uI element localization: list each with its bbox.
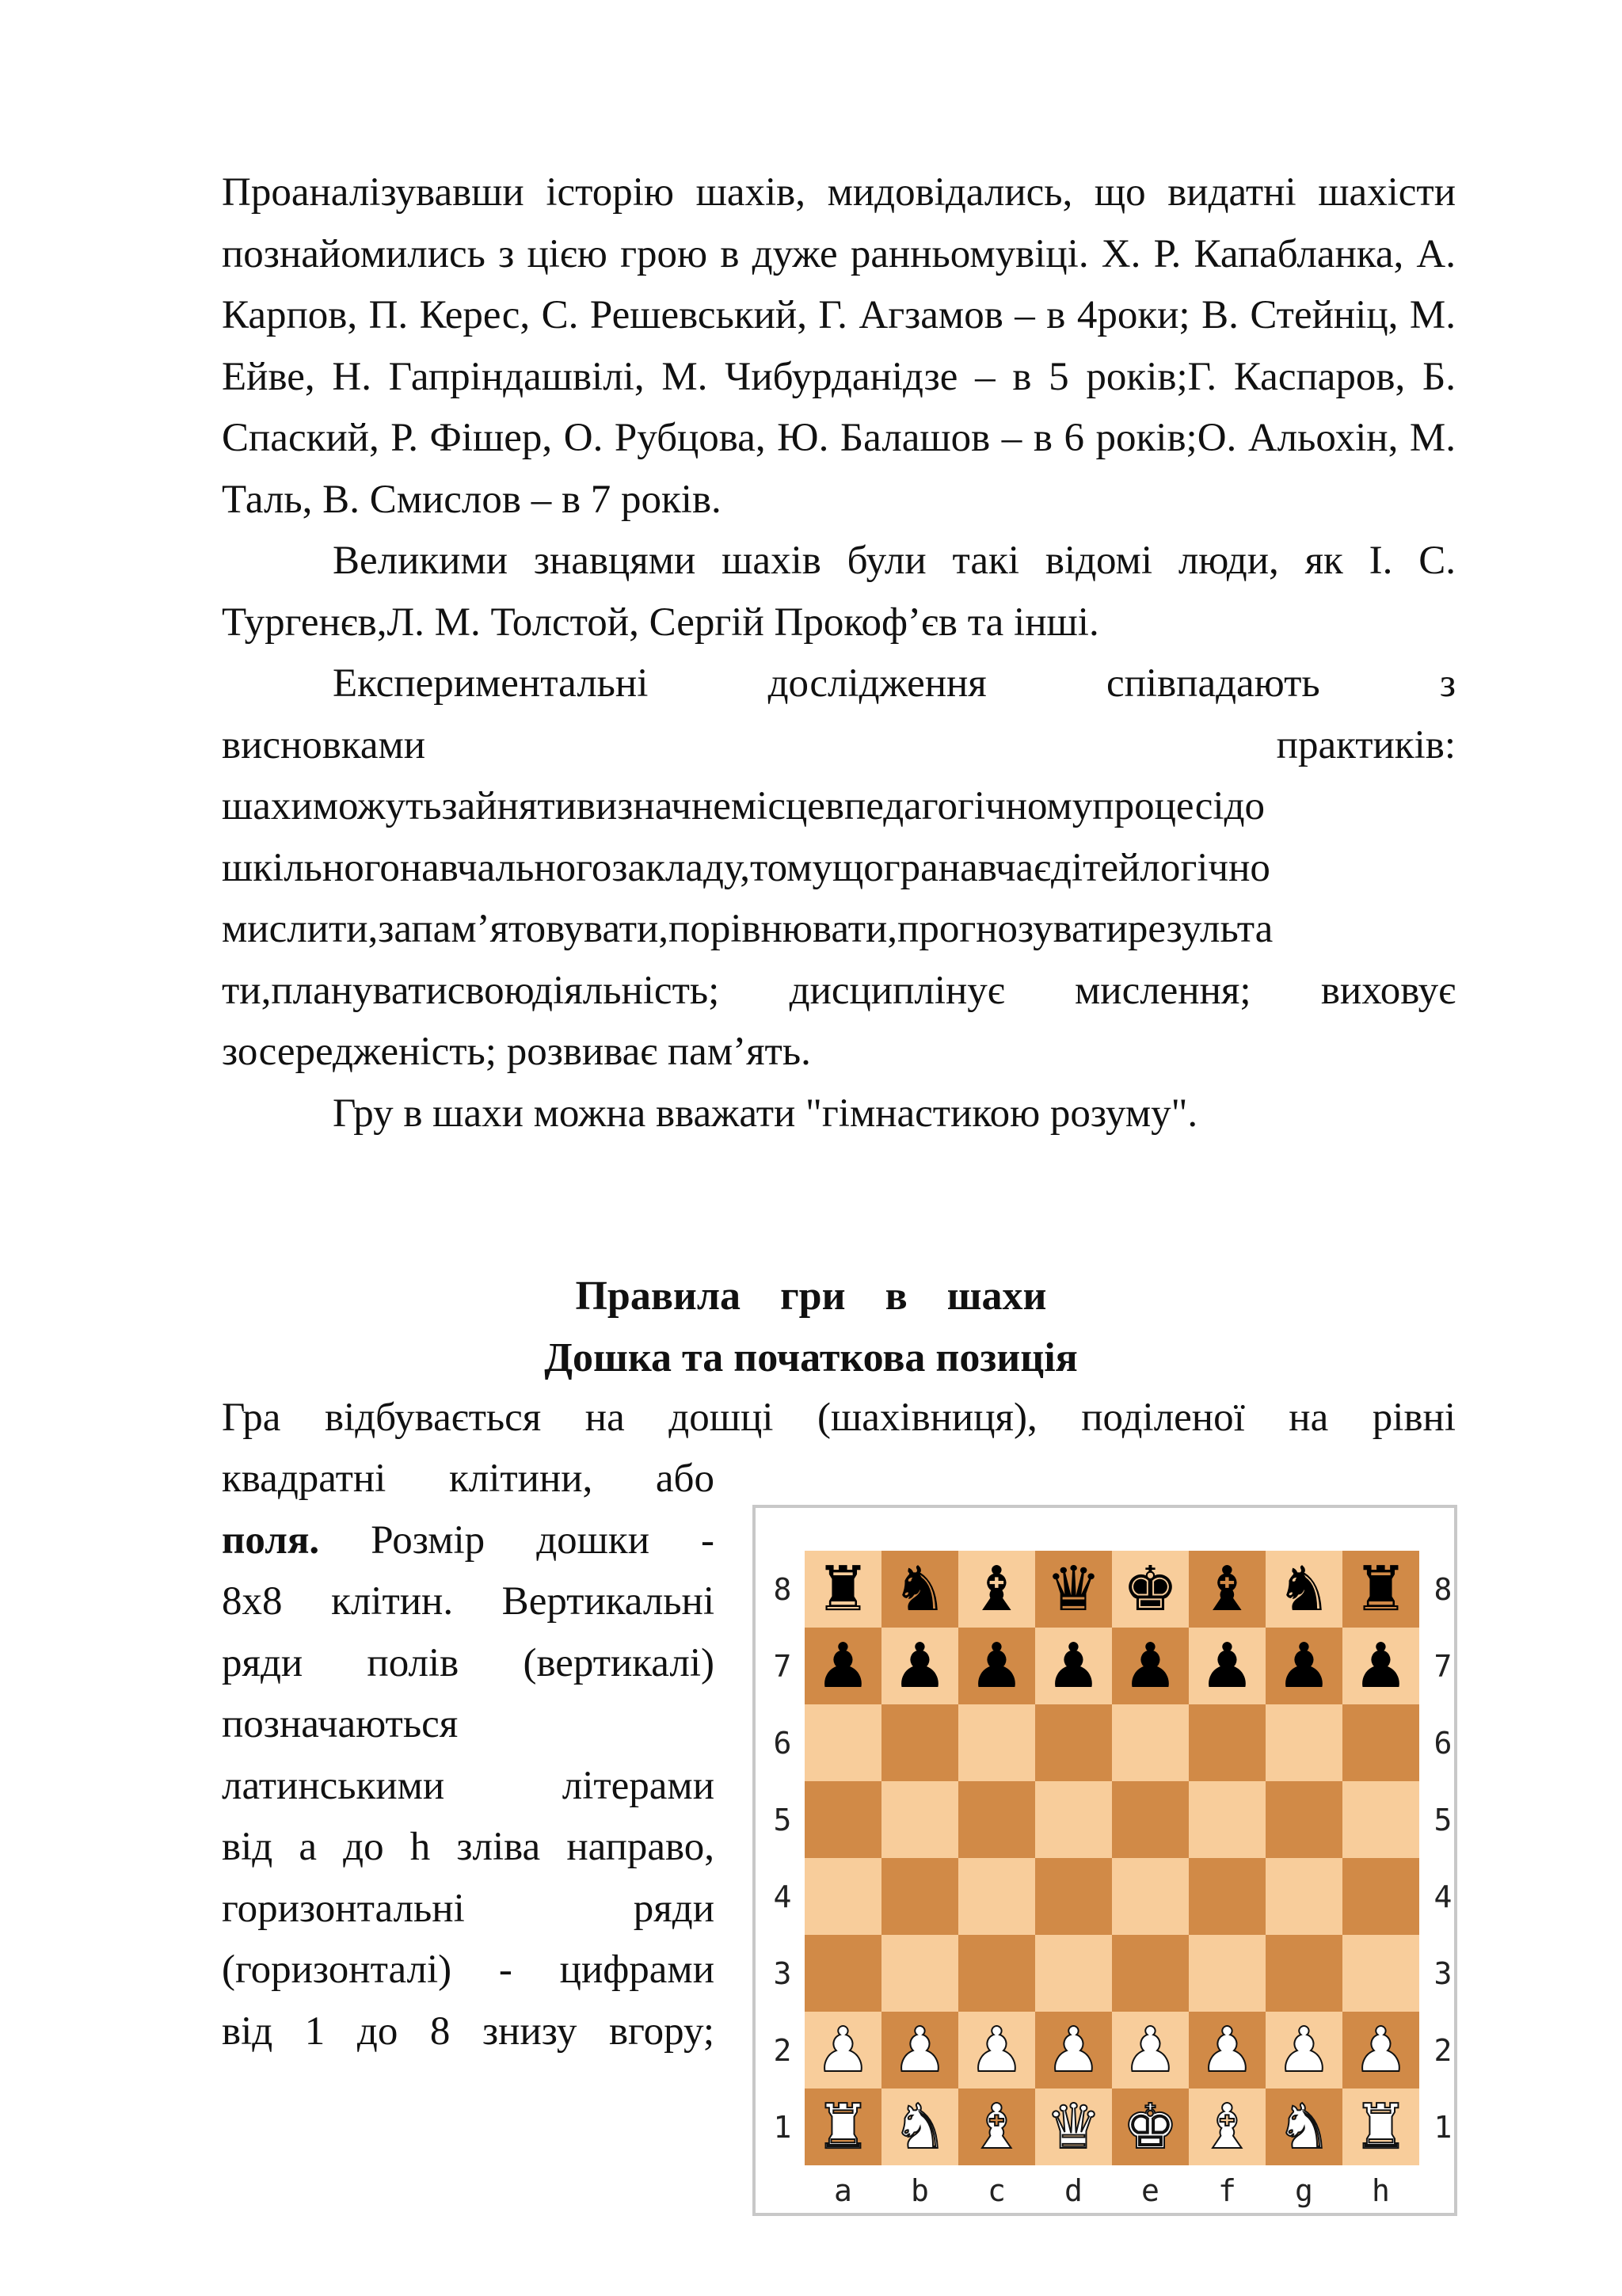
square-g2: [1266, 2012, 1342, 2088]
square-e2: [1112, 2012, 1189, 2088]
board-intro-line: [222, 1388, 1456, 1449]
file-label: b: [911, 2173, 929, 2208]
square-c4: [958, 1858, 1035, 1935]
square-c2: [958, 2012, 1035, 2088]
square-d5: [1035, 1781, 1112, 1858]
intro-paragraph-1: Проаналізувавши історію шахів, мидовідались, що видатні шахісти познайомились з цією грою в дуже ранньомувіці. Х. Р. Капабланка, А. Карпов, П. Керес, С. Решевський, Г. Агзамов – в 4роки; В. Стейніц, М. Ейве, Н. Гапріндашвілі, М. Чибурданідзе – в 5 років;Г. Каспаров, Б. Спаский, Р. Фішер, О. Рубцова, Ю. Балашов – в 6 років;О. Альохін, М. Таль, В. Смислов – в 7 років.: [222, 170, 1456, 522]
col-line: [222, 1510, 714, 1572]
black-piece-icon: ♞: [1276, 1553, 1332, 1625]
rank-label: 5: [1434, 1802, 1453, 1837]
col-line: від а до h зліва направо,: [222, 1825, 714, 1869]
square-h4: [1342, 1858, 1419, 1935]
col-line: квадратні клітини, або: [222, 1456, 714, 1501]
square-h8: [1342, 1551, 1419, 1628]
square-b5: [881, 1781, 958, 1858]
square-a7: [805, 1628, 881, 1704]
square-a6: [805, 1704, 881, 1781]
col-line: (горизонталі) - цифрами: [222, 1948, 714, 1992]
square-d8: [1035, 1551, 1112, 1628]
heading-word: Правила: [575, 1274, 741, 1319]
rank-label: 7: [1434, 1648, 1453, 1684]
rank-label: 5: [773, 1802, 792, 1837]
square-g4: [1266, 1858, 1342, 1935]
square-f5: [1189, 1781, 1266, 1858]
rank-labels-right: [1427, 1551, 1459, 2165]
square-b7: [881, 1628, 958, 1704]
square-a3: [805, 1935, 881, 2012]
col-line: латинськими літерами: [222, 1763, 714, 1808]
black-piece-icon: ♚: [1122, 1553, 1178, 1625]
black-piece-icon: ♛: [1045, 1553, 1102, 1625]
square-g8: [1266, 1551, 1342, 1628]
square-c3: [958, 1935, 1035, 2012]
board-description-column: [222, 1449, 714, 2062]
col-line: від 1 до 8 знизу вгору;: [222, 2009, 714, 2054]
file-label: e: [1141, 2173, 1159, 2208]
square-g6: [1266, 1704, 1342, 1781]
rank-label: 4: [1434, 1879, 1453, 1914]
rank-label: 1: [1434, 2109, 1453, 2145]
square-f8: [1189, 1551, 1266, 1628]
file-label: f: [1218, 2173, 1236, 2208]
intro-text: [222, 162, 1456, 1144]
square-f7: [1189, 1628, 1266, 1704]
rank-label: 7: [773, 1648, 792, 1684]
rank-label: 8: [1434, 1571, 1453, 1607]
square-b4: [881, 1858, 958, 1935]
square-b3: [881, 1935, 958, 2012]
intro-paragraph-3-rest: ти,плануватисвоюдіяльність; дисциплінує мислення; виховує зосередженість; розвиває пам’ять.: [222, 968, 1456, 1074]
white-piece-icon: ♟: [1199, 2014, 1255, 2086]
square-e7: [1112, 1628, 1189, 1704]
square-g7: [1266, 1628, 1342, 1704]
rank-label: 6: [1434, 1725, 1453, 1761]
chessboard: [805, 1551, 1419, 2165]
file-label: c: [988, 2173, 1006, 2208]
rank-label: 2: [773, 2032, 792, 2068]
square-e3: [1112, 1935, 1189, 2012]
square-a5: [805, 1781, 881, 1858]
square-c7: [958, 1628, 1035, 1704]
white-piece-icon: ♟: [815, 2014, 871, 2086]
square-h3: [1342, 1935, 1419, 2012]
file-label: g: [1295, 2173, 1313, 2208]
file-labels: [805, 2173, 1419, 2213]
square-c6: [958, 1704, 1035, 1781]
square-f6: [1189, 1704, 1266, 1781]
black-piece-icon: ♝: [969, 1553, 1025, 1625]
term-fields: поля.: [222, 1517, 320, 1563]
black-piece-icon: ♟: [892, 1630, 948, 1702]
black-piece-icon: ♟: [969, 1630, 1025, 1702]
white-piece-icon: ♚: [1122, 2091, 1178, 2163]
heading-word: в: [885, 1274, 908, 1319]
square-h6: [1342, 1704, 1419, 1781]
square-f3: [1189, 1935, 1266, 2012]
rank-label: 3: [1434, 1955, 1453, 1991]
square-f4: [1189, 1858, 1266, 1935]
section-heading-rules: [0, 1266, 1622, 1327]
intro-paragraph-3-line-1: Експериментальні дослідження співпадають з: [333, 661, 1456, 706]
col-line: позначаються: [222, 1702, 459, 1746]
square-a4: [805, 1858, 881, 1935]
file-label: d: [1064, 2173, 1083, 2208]
square-h7: [1342, 1628, 1419, 1704]
white-piece-icon: ♟: [1045, 2014, 1102, 2086]
black-piece-icon: ♟: [1045, 1630, 1102, 1702]
white-piece-icon: ♝: [1199, 2091, 1255, 2163]
board-intro-text: Гра відбувається на дошці (шахівниця), поділеної на рівні: [222, 1395, 1456, 1440]
black-piece-icon: ♟: [1199, 1630, 1255, 1702]
col-line: ряди полів (вертикалі): [222, 1640, 714, 1685]
square-e8: [1112, 1551, 1189, 1628]
square-h5: [1342, 1781, 1419, 1858]
white-piece-icon: ♜: [1353, 2091, 1409, 2163]
square-b8: [881, 1551, 958, 1628]
chessboard-figure: [752, 1505, 1457, 2216]
black-piece-icon: ♟: [815, 1630, 871, 1702]
square-g5: [1266, 1781, 1342, 1858]
subheading-board: Дошка та початкова позиція: [544, 1335, 1078, 1380]
square-d2: [1035, 2012, 1112, 2088]
square-g1: [1266, 2088, 1342, 2165]
file-label: a: [834, 2173, 852, 2208]
square-e4: [1112, 1858, 1189, 1935]
black-piece-icon: ♟: [1353, 1630, 1409, 1702]
col-line: горизонтальні ряди: [222, 1886, 714, 1931]
file-label: h: [1372, 2173, 1390, 2208]
intro-paragraph-3-line-5: мислити,запам’ятовувати,порівнювати,прогнозуватирезульта: [222, 907, 1274, 951]
square-d3: [1035, 1935, 1112, 2012]
rank-label: 8: [773, 1571, 792, 1607]
square-d4: [1035, 1858, 1112, 1935]
square-a1: [805, 2088, 881, 2165]
rank-label: 4: [773, 1879, 792, 1914]
square-a2: [805, 2012, 881, 2088]
square-h1: [1342, 2088, 1419, 2165]
white-piece-icon: ♟: [1276, 2014, 1332, 2086]
heading-word: шахи: [946, 1274, 1047, 1319]
rank-label: 2: [1434, 2032, 1453, 2068]
intro-paragraph-3-line-2: висновками практиків:: [222, 722, 1456, 767]
square-c8: [958, 1551, 1035, 1628]
square-c1: [958, 2088, 1035, 2165]
square-d1: [1035, 2088, 1112, 2165]
heading-word: гри: [780, 1274, 846, 1319]
square-b1: [881, 2088, 958, 2165]
black-piece-icon: ♝: [1199, 1553, 1255, 1625]
intro-paragraph-4: Гру в шахи можна вважати "гімнастикою розуму".: [333, 1091, 1198, 1136]
square-c5: [958, 1781, 1035, 1858]
white-piece-icon: ♞: [1276, 2091, 1332, 2163]
intro-paragraph-3-line-4: шкільногонавчальногозакладу,томущогранавчаєдітейлогічно: [222, 845, 1270, 890]
square-b6: [881, 1704, 958, 1781]
square-b2: [881, 2012, 958, 2088]
square-g3: [1266, 1935, 1342, 2012]
white-piece-icon: ♟: [1353, 2014, 1409, 2086]
white-piece-icon: ♛: [1045, 2091, 1102, 2163]
white-piece-icon: ♟: [892, 2014, 948, 2086]
square-e5: [1112, 1781, 1189, 1858]
col-line: 8х8 клітин. Вертикальні: [222, 1579, 714, 1624]
rank-label: 6: [773, 1725, 792, 1761]
black-piece-icon: ♜: [815, 1553, 871, 1625]
black-piece-icon: ♞: [892, 1553, 948, 1625]
square-e1: [1112, 2088, 1189, 2165]
rank-labels-left: [767, 1551, 798, 2165]
white-piece-icon: ♜: [815, 2091, 871, 2163]
intro-paragraph-3-line-3: шахиможутьзайнятивизначнемісцевпедагогічномупроцесідо: [222, 784, 1266, 828]
square-e6: [1112, 1704, 1189, 1781]
intro-paragraph-2: Великими знавцями шахів були такі відомі люди, як І. С. Тургенєв,Л. М. Толстой, Сергій Прокоф’єв та інші.: [222, 539, 1456, 645]
rank-label: 1: [773, 2109, 792, 2145]
white-piece-icon: ♞: [892, 2091, 948, 2163]
square-f2: [1189, 2012, 1266, 2088]
square-d6: [1035, 1704, 1112, 1781]
square-a8: [805, 1551, 881, 1628]
white-piece-icon: ♟: [969, 2014, 1025, 2086]
square-h2: [1342, 2012, 1419, 2088]
rank-label: 3: [773, 1955, 792, 1991]
square-f1: [1189, 2088, 1266, 2165]
black-piece-icon: ♜: [1353, 1553, 1409, 1625]
white-piece-icon: ♟: [1122, 2014, 1178, 2086]
black-piece-icon: ♟: [1122, 1630, 1178, 1702]
col-line-rest: Розмір дошки -: [319, 1517, 714, 1563]
black-piece-icon: ♟: [1276, 1630, 1332, 1702]
white-piece-icon: ♝: [969, 2091, 1025, 2163]
square-d7: [1035, 1628, 1112, 1704]
